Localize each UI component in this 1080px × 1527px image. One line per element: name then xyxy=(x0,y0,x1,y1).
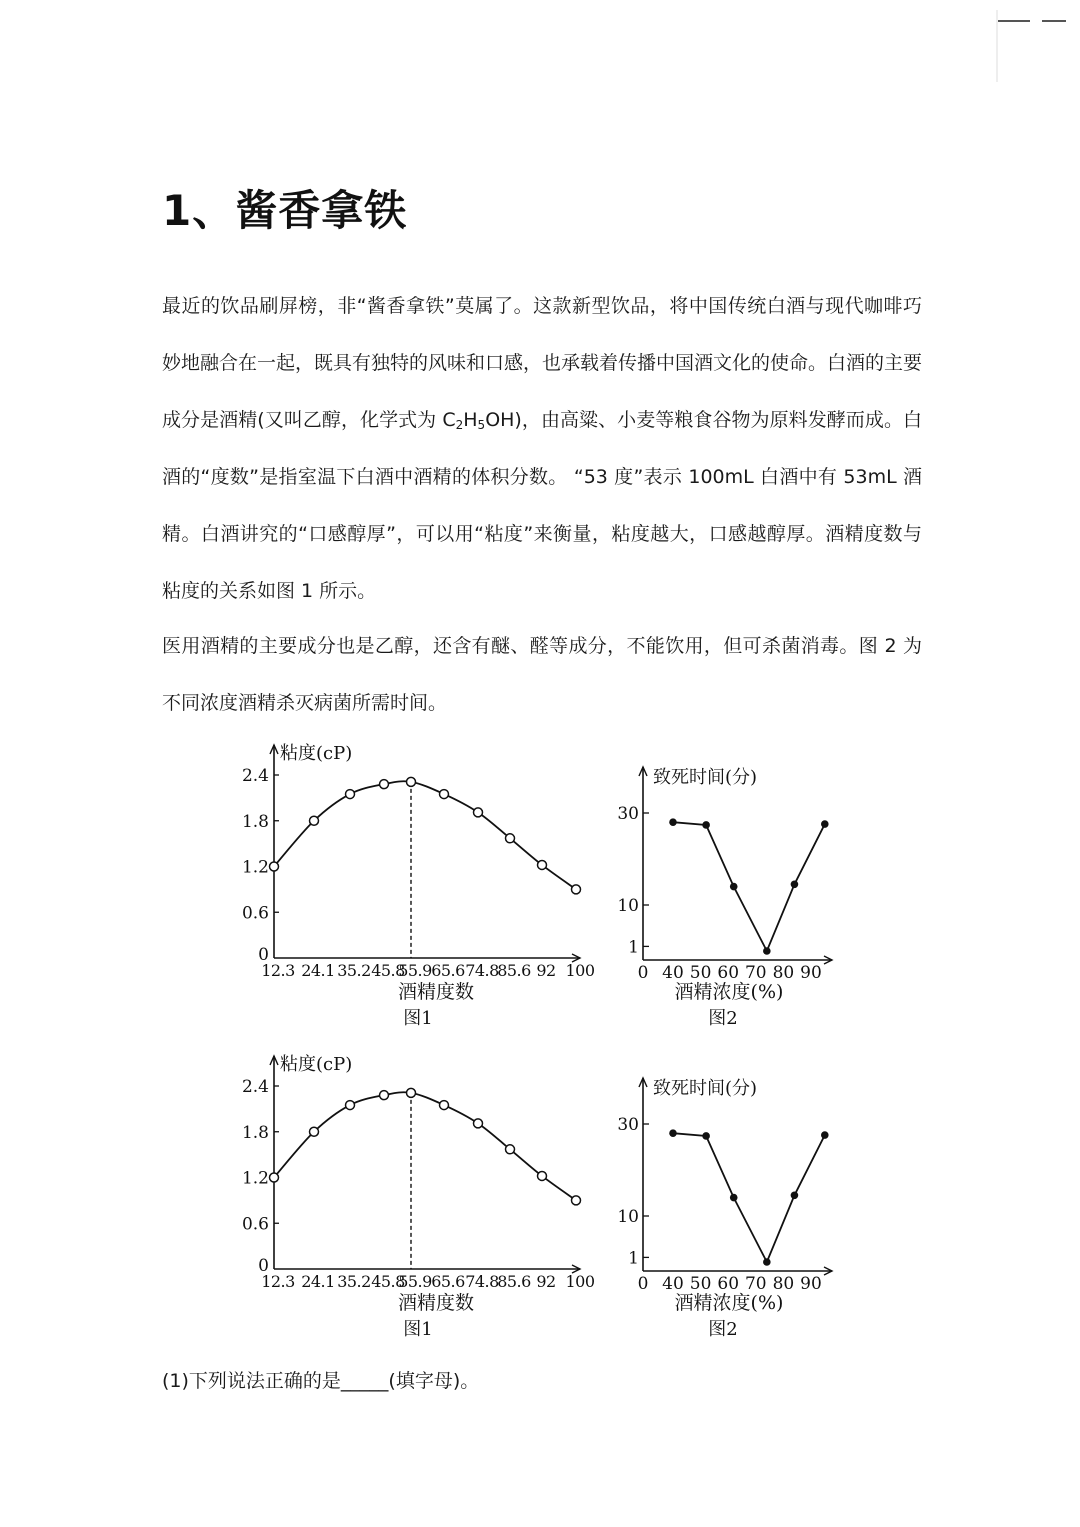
data-point xyxy=(474,808,483,817)
x-tick-label: 55.9 xyxy=(398,961,432,980)
intro-text-part-1: 最近的饮品刷屏榜，非“酱香拿铁”莫属了。这款新型饮品，将中国传统白酒与现代咖啡巧妙地融合在一起，既具有独特的风味和口感，也承载着传播中国酒文化的使命。白酒的主要成分是酒精(又叫乙醇，化学式为 C xyxy=(162,295,923,431)
x-axis-label: 酒精度数 xyxy=(397,1292,475,1314)
formula-h: H xyxy=(463,409,478,431)
x-tick-label: 45.8 xyxy=(371,1272,405,1291)
x-tick-label: 24.1 xyxy=(301,1272,335,1291)
data-point xyxy=(407,1088,416,1097)
data-point xyxy=(440,1101,449,1110)
data-point xyxy=(474,1119,483,1128)
figure-1-viscosity-chart-copy xyxy=(238,1046,598,1346)
data-point xyxy=(572,1196,581,1205)
y-tick-label: 0 xyxy=(258,945,269,965)
y-tick-label: 1.8 xyxy=(241,1122,269,1143)
data-point xyxy=(763,947,771,955)
figure-2-lethal-time-chart-copy xyxy=(612,1046,840,1346)
intro-paragraph xyxy=(162,278,922,620)
x-tick-label: 50 xyxy=(689,1274,712,1294)
page-title: 1、酱香拿铁 xyxy=(162,186,408,235)
x-tick-label: 65.6 xyxy=(431,1272,465,1291)
figure-caption: 图2 xyxy=(708,1008,738,1029)
viscosity-curve xyxy=(274,781,576,889)
x-tick-label: 0 xyxy=(637,963,649,983)
formula-subscript-2: 2 xyxy=(455,418,464,432)
y-axis-label: 致死时间(分) xyxy=(653,767,758,788)
y-axis-label: 粘度(cP) xyxy=(280,1054,353,1075)
data-point xyxy=(310,1127,319,1136)
corner-mark-decoration xyxy=(996,8,1072,84)
x-axis-label: 酒精浓度(%) xyxy=(674,1292,784,1314)
x-tick-label: 100 xyxy=(565,1272,595,1291)
x-tick-label: 90 xyxy=(800,1274,822,1294)
x-tick-label: 70 xyxy=(744,963,767,983)
data-point xyxy=(270,1173,279,1182)
y-tick-label: 10 xyxy=(617,896,639,916)
viscosity-curve xyxy=(274,1092,576,1200)
data-point xyxy=(270,862,279,871)
x-tick-label: 60 xyxy=(717,963,740,983)
data-point xyxy=(791,1192,799,1200)
y-axis-label: 致死时间(分) xyxy=(653,1078,758,1099)
data-point xyxy=(669,1129,677,1137)
x-tick-label: 85.6 xyxy=(497,1272,531,1291)
x-tick-label: 12.3 xyxy=(261,961,295,980)
figures-block-1 xyxy=(0,735,1080,1040)
figure-caption: 图1 xyxy=(403,1319,433,1340)
x-axis-label: 酒精度数 xyxy=(397,981,475,1003)
y-tick-label: 0.6 xyxy=(241,1214,269,1235)
x-tick-label: 65.6 xyxy=(431,961,465,980)
intro-text-part-2: OH)，由高粱、小麦等粮食谷物为原料发酵而成。白酒的“度数”是指室温下白酒中酒精的体积分数。 “53 度”表示 100mL 白酒中有 53mL 酒精。白酒讲究的“口感醇厚”，可以用“粘度”来衡量，粘度越大，口感越醇厚。酒精度数与粘度的关系如图 1 所示。 xyxy=(162,409,922,602)
data-point xyxy=(538,1171,547,1180)
y-tick-label: 1 xyxy=(628,1248,639,1269)
y-tick-label: 0 xyxy=(258,1256,269,1276)
data-point xyxy=(702,1132,710,1140)
data-point xyxy=(538,860,547,869)
x-tick-label: 24.1 xyxy=(301,961,335,980)
figure-2-lethal-time-chart xyxy=(612,735,840,1035)
y-axis-label: 粘度(cP) xyxy=(280,743,353,764)
data-point xyxy=(821,820,829,828)
data-point xyxy=(821,1131,829,1139)
data-point xyxy=(791,881,799,889)
data-point xyxy=(346,790,355,799)
x-tick-label: 90 xyxy=(800,963,822,983)
figure-caption: 图2 xyxy=(708,1319,738,1340)
x-tick-label: 35.2 xyxy=(337,1272,371,1291)
x-tick-label: 45.8 xyxy=(371,961,405,980)
data-point xyxy=(440,790,449,799)
y-tick-label: 10 xyxy=(617,1207,639,1227)
data-point xyxy=(702,821,710,829)
x-tick-label: 50 xyxy=(689,963,712,983)
x-tick-label: 92 xyxy=(536,1272,556,1291)
y-tick-label: 1.8 xyxy=(241,811,269,832)
y-tick-label: 0.6 xyxy=(241,903,269,924)
x-tick-label: 60 xyxy=(717,1274,740,1294)
data-point xyxy=(407,777,416,786)
data-point xyxy=(572,885,581,894)
x-tick-label: 74.8 xyxy=(465,1272,499,1291)
data-point xyxy=(506,1145,515,1154)
data-point xyxy=(346,1101,355,1110)
x-tick-label: 40 xyxy=(662,1274,684,1294)
x-tick-label: 55.9 xyxy=(398,1272,432,1291)
y-tick-label: 1.2 xyxy=(241,1168,269,1189)
x-tick-label: 80 xyxy=(772,963,795,983)
x-axis-label: 酒精浓度(%) xyxy=(674,981,784,1003)
y-tick-label: 2.4 xyxy=(241,1077,269,1097)
data-point xyxy=(730,1194,738,1202)
data-point xyxy=(506,834,515,843)
y-tick-label: 30 xyxy=(617,804,639,824)
figure-caption: 图1 xyxy=(403,1008,433,1029)
y-tick-label: 1.2 xyxy=(241,857,269,878)
y-tick-label: 1 xyxy=(628,937,639,958)
question-1: (1)下列说法正确的是_____(填字母)。 xyxy=(162,1370,480,1392)
data-point xyxy=(310,816,319,825)
figures-block-2 xyxy=(0,1046,1080,1351)
x-tick-label: 92 xyxy=(536,961,556,980)
x-tick-label: 40 xyxy=(662,963,684,983)
x-tick-label: 35.2 xyxy=(337,961,371,980)
x-tick-label: 0 xyxy=(637,1274,649,1294)
x-tick-label: 100 xyxy=(565,961,595,980)
y-tick-label: 30 xyxy=(617,1115,639,1135)
formula-subscript-5: 5 xyxy=(477,418,486,432)
data-point xyxy=(669,818,677,826)
lethal-time-line xyxy=(673,1133,825,1262)
data-point xyxy=(730,883,738,891)
lethal-time-line xyxy=(673,822,825,951)
x-tick-label: 12.3 xyxy=(261,1272,295,1291)
figure-1-viscosity-chart xyxy=(238,735,598,1035)
data-point xyxy=(763,1258,771,1266)
x-tick-label: 80 xyxy=(772,1274,795,1294)
data-point xyxy=(380,780,389,789)
x-tick-label: 74.8 xyxy=(465,961,499,980)
x-tick-label: 85.6 xyxy=(497,961,531,980)
y-tick-label: 2.4 xyxy=(241,766,269,786)
x-tick-label: 70 xyxy=(744,1274,767,1294)
data-point xyxy=(380,1091,389,1100)
medical-alcohol-paragraph: 医用酒精的主要成分也是乙醇，还含有醚、醛等成分，不能饮用，但可杀菌消毒。图 2 为不同浓度酒精杀灭病菌所需时间。 xyxy=(162,635,922,714)
